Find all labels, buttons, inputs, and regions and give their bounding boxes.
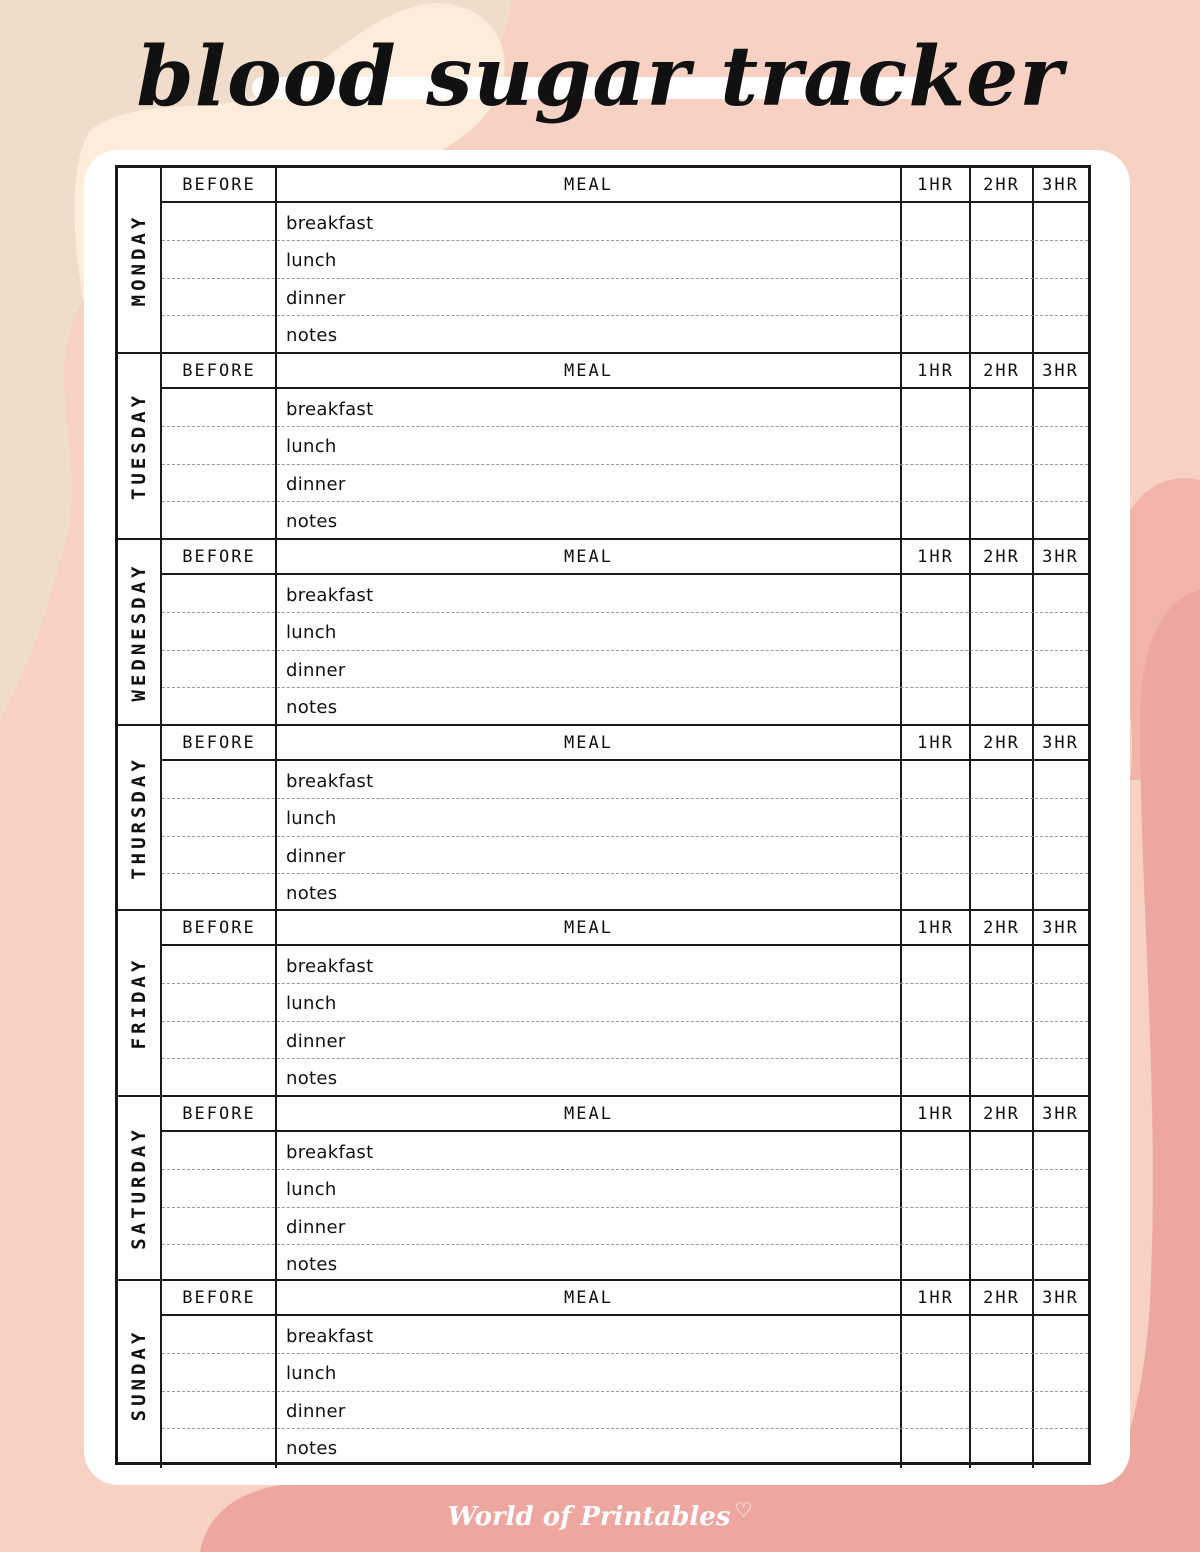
column-header-h2: 2HR <box>970 1281 1033 1316</box>
meal-label-breakfast: breakfast <box>286 956 374 977</box>
meal-label-notes: notes <box>286 511 338 532</box>
column-divider <box>900 911 902 1097</box>
column-divider <box>275 1281 277 1468</box>
entry-row-divider <box>162 278 1088 279</box>
entry-row-divider <box>162 1169 1088 1170</box>
column-divider <box>900 354 902 540</box>
column-divider <box>1032 1281 1034 1468</box>
day-section-thursday <box>118 726 1088 911</box>
column-header-h2: 2HR <box>970 911 1033 946</box>
day-name: WEDNESDAY <box>128 562 150 702</box>
day-section-saturday <box>118 1097 1088 1281</box>
entry-row-divider <box>162 464 1088 465</box>
column-header-h2: 2HR <box>970 354 1033 389</box>
day-name-cell <box>118 1281 162 1468</box>
meal-label-notes: notes <box>286 697 338 718</box>
column-header-meal: MEAL <box>276 1097 901 1132</box>
column-header-h2: 2HR <box>970 168 1033 203</box>
entry-row-divider <box>162 1391 1088 1392</box>
column-divider <box>1032 911 1034 1097</box>
entry-row-divider <box>162 612 1088 613</box>
entry-row-divider <box>162 836 1088 837</box>
column-header-h3: 3HR <box>1033 726 1088 761</box>
column-header-h2: 2HR <box>970 726 1033 761</box>
column-header-meal: MEAL <box>276 726 901 761</box>
meal-label-breakfast: breakfast <box>286 771 374 792</box>
day-name: FRIDAY <box>128 956 150 1050</box>
column-header-before: BEFORE <box>162 168 276 203</box>
entry-row-divider <box>162 1021 1088 1022</box>
day-section-sunday <box>118 1281 1088 1468</box>
column-header-before: BEFORE <box>162 1097 276 1132</box>
column-header-h3: 3HR <box>1033 911 1088 946</box>
column-header-h1: 1HR <box>901 1281 970 1316</box>
column-header-h3: 3HR <box>1033 168 1088 203</box>
day-name: SATURDAY <box>128 1126 150 1250</box>
page-title: blood sugar tracker <box>136 29 1064 125</box>
entry-row-divider <box>162 798 1088 799</box>
meal-label-breakfast: breakfast <box>286 1142 374 1163</box>
title-area <box>0 22 1200 132</box>
column-divider <box>900 726 902 911</box>
tracker-table <box>115 165 1091 1465</box>
column-divider <box>900 1097 902 1281</box>
footer-brand-text: World of Printables <box>447 1502 731 1532</box>
meal-label-dinner: dinner <box>286 1031 346 1052</box>
entry-row-divider <box>162 687 1088 688</box>
entry-row-divider <box>162 873 1088 874</box>
meal-label-breakfast: breakfast <box>286 585 374 606</box>
column-divider <box>969 726 971 911</box>
day-section-monday <box>118 168 1088 354</box>
column-divider <box>900 168 902 354</box>
day-name: MONDAY <box>128 213 150 307</box>
day-section-tuesday <box>118 354 1088 540</box>
day-section-wednesday <box>118 540 1088 726</box>
column-header-meal: MEAL <box>276 354 901 389</box>
heart-icon: ♡ <box>734 1498 753 1522</box>
column-header-h1: 1HR <box>901 1097 970 1132</box>
entry-row-divider <box>162 315 1088 316</box>
day-section-friday <box>118 911 1088 1097</box>
column-divider <box>1032 540 1034 726</box>
meal-label-notes: notes <box>286 1438 338 1459</box>
column-divider <box>969 911 971 1097</box>
column-header-h1: 1HR <box>901 911 970 946</box>
meal-label-dinner: dinner <box>286 846 346 867</box>
entry-row-divider <box>162 1428 1088 1429</box>
meal-label-dinner: dinner <box>286 474 346 495</box>
day-name-cell <box>118 1097 162 1279</box>
column-header-h1: 1HR <box>901 726 970 761</box>
column-divider <box>969 168 971 354</box>
meal-label-lunch: lunch <box>286 250 337 271</box>
meal-label-notes: notes <box>286 1254 338 1275</box>
column-header-before: BEFORE <box>162 540 276 575</box>
column-header-h3: 3HR <box>1033 540 1088 575</box>
day-name-cell <box>118 354 162 538</box>
column-header-meal: MEAL <box>276 168 901 203</box>
meal-label-breakfast: breakfast <box>286 1326 374 1347</box>
column-divider <box>275 911 277 1097</box>
entry-row-divider <box>162 1058 1088 1059</box>
entry-row-divider <box>162 240 1088 241</box>
column-header-h2: 2HR <box>970 540 1033 575</box>
column-divider <box>1032 354 1034 540</box>
meal-label-notes: notes <box>286 1068 338 1089</box>
column-divider <box>275 540 277 726</box>
column-header-h1: 1HR <box>901 354 970 389</box>
column-header-meal: MEAL <box>276 540 901 575</box>
column-header-h1: 1HR <box>901 540 970 575</box>
column-divider <box>900 540 902 726</box>
column-divider <box>1032 1097 1034 1281</box>
meal-label-breakfast: breakfast <box>286 399 374 420</box>
meal-label-lunch: lunch <box>286 1179 337 1200</box>
column-divider <box>275 354 277 540</box>
meal-label-dinner: dinner <box>286 1401 346 1422</box>
meal-label-lunch: lunch <box>286 1363 337 1384</box>
entry-row-divider <box>162 983 1088 984</box>
column-header-h3: 3HR <box>1033 354 1088 389</box>
entry-row-divider <box>162 650 1088 651</box>
column-divider <box>275 1097 277 1281</box>
day-name-cell <box>118 911 162 1095</box>
column-divider <box>969 354 971 540</box>
meal-label-lunch: lunch <box>286 436 337 457</box>
day-name: SUNDAY <box>128 1328 150 1421</box>
entry-row-divider <box>162 426 1088 427</box>
meal-label-lunch: lunch <box>286 993 337 1014</box>
column-header-before: BEFORE <box>162 911 276 946</box>
column-header-meal: MEAL <box>276 911 901 946</box>
column-divider <box>275 726 277 911</box>
day-name: THURSDAY <box>128 755 150 880</box>
day-name: TUESDAY <box>128 391 150 501</box>
entry-row-divider <box>162 1353 1088 1354</box>
column-header-h3: 3HR <box>1033 1097 1088 1132</box>
column-divider <box>275 168 277 354</box>
meal-label-dinner: dinner <box>286 660 346 681</box>
column-divider <box>1032 726 1034 911</box>
meal-label-lunch: lunch <box>286 808 337 829</box>
meal-label-dinner: dinner <box>286 288 346 309</box>
column-header-before: BEFORE <box>162 354 276 389</box>
column-header-before: BEFORE <box>162 726 276 761</box>
column-divider <box>969 1097 971 1281</box>
column-header-h1: 1HR <box>901 168 970 203</box>
column-header-h2: 2HR <box>970 1097 1033 1132</box>
footer-brand <box>0 1498 1200 1532</box>
entry-row-divider <box>162 1207 1088 1208</box>
meal-label-lunch: lunch <box>286 622 337 643</box>
entry-row-divider <box>162 1244 1088 1245</box>
meal-label-dinner: dinner <box>286 1217 346 1238</box>
column-divider <box>1032 168 1034 354</box>
column-divider <box>900 1281 902 1468</box>
meal-label-notes: notes <box>286 883 338 904</box>
column-divider <box>969 1281 971 1468</box>
day-name-cell <box>118 540 162 724</box>
meal-label-notes: notes <box>286 325 338 346</box>
day-name-cell <box>118 726 162 909</box>
entry-row-divider <box>162 501 1088 502</box>
column-header-h3: 3HR <box>1033 1281 1088 1316</box>
meal-label-breakfast: breakfast <box>286 213 374 234</box>
column-header-before: BEFORE <box>162 1281 276 1316</box>
column-divider <box>969 540 971 726</box>
column-header-meal: MEAL <box>276 1281 901 1316</box>
day-name-cell <box>118 168 162 352</box>
